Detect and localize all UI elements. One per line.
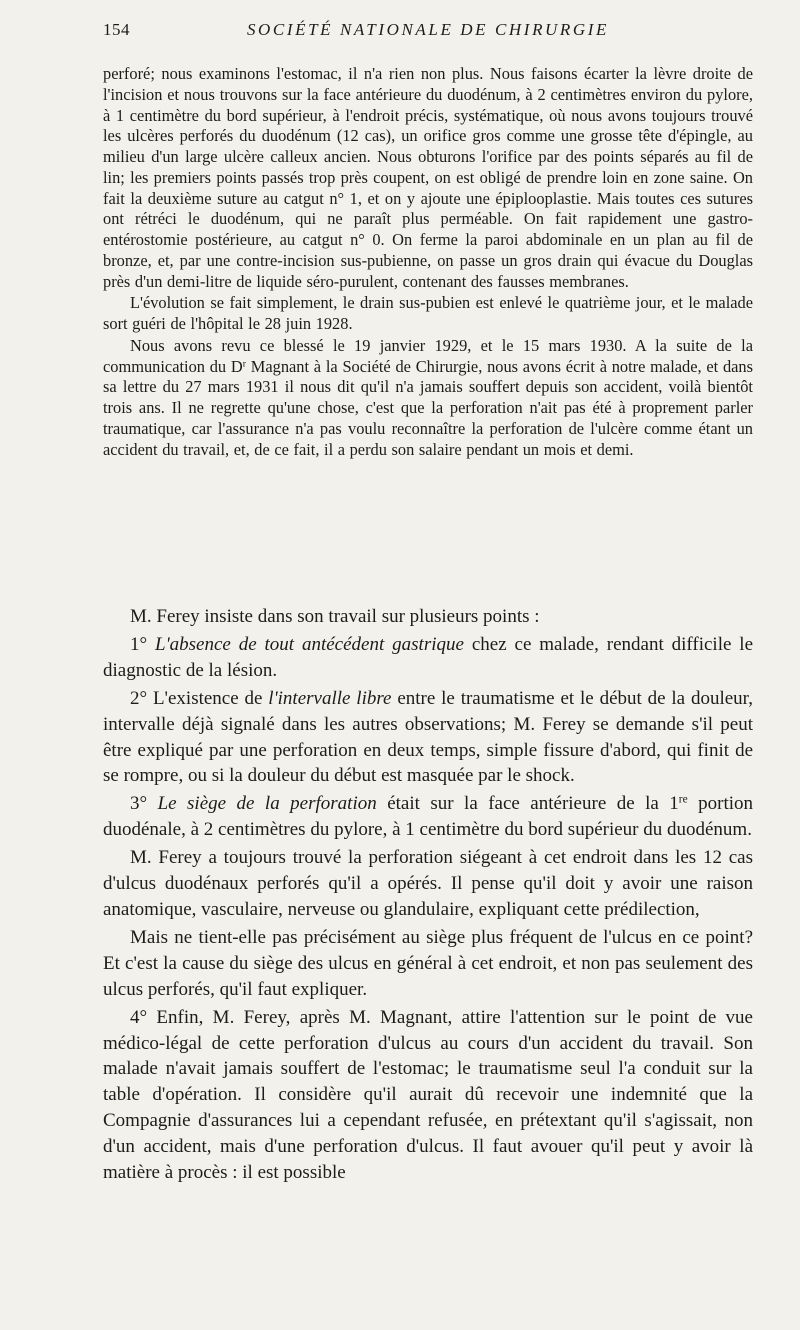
text-run: chez ce malade, rendant difficile le diagnostic de la lésion.: [103, 633, 754, 681]
page-number: 154: [103, 20, 130, 39]
observation-paragraph: perforé; nous examinons l'estomac, il n'a rien non plus. Nous faisons écarter la lèvre droite de l'incision et nous trouvons sur la face antérieure du duodénum, à 2 centimètres environ du pylore, à 1 centimètre du bord supérieur, à l'endroit précis, systématique, où nous avons toujours trouvé les ulcères perforés du duodénum (12 cas), un orifice gros comme une grosse tête d'épingle, au milieu d'un large ulcère calleux ancien. Nous obturons l'orifice par des points séparés au fil de lin; les premiers points passés trop près coupent, on est obligé de prendre loin en zone saine. On fait la deuxième suture au catgut n° 1, et on y ajoute une épiplooplastie. Mais toutes ces sutures ont rétréci le duodénum, qui ne paraît plus perméable. On fait rapidement une gastro-entérostomie postérieure, au catgut n° 0. On ferme la paroi abdominale en un plan au fil de bronze, et, par une contre-incision sus-pubienne, on passe un gros drain qui évacue du Douglas près d'un demi-litre de liquide séro-purulent, contenant des fausses membranes.: [103, 64, 753, 291]
point-number: 4°: [130, 1006, 157, 1028]
text-run: L'existence de: [152, 687, 269, 709]
text-run: Enfin, M. Ferey, après M. Magnant, attire l'attention sur le point de vue médico-légal de cette perforation d'ulcus au cours d'un accident du travail. Son malade n'avait jamais souffert de l'estomac; le traumatisme seul l'a conduit sur la table d'opération. Il considère qu'il aurait dû recevoir une indemnité que la Compagnie d'assurances lui a cependant refusée, en prétextant qu'il s'agissait, non d'un accident, mais d'une perforation d'ulcus. Il faut avouer qu'il peut y avoir là matière à procès : il est possible: [103, 1006, 753, 1184]
commentary-paragraph: Mais ne tient-elle pas précisément au siège plus fréquent de l'ulcus en ce point? Et c'est la cause du siège des ulcus en général à cet endroit, et non pas seulement des ulcus perforés, qu'il faut expliquer.: [103, 926, 753, 1000]
point-number: 2°: [130, 687, 153, 709]
point-3: [103, 791, 753, 843]
italic-heading: L'absence de tout antécédent gastrique: [155, 633, 464, 655]
italic-heading: l'intervalle libre: [268, 687, 392, 709]
observation-text: [103, 64, 753, 460]
text-run: portion duodénale, à 2 centimètres du pylore, à 1 centimètre du bord supérieur du duodénum.: [103, 793, 754, 841]
text-run: entre le traumatisme et le début de la douleur, intervalle déjà signalé dans les autres observations; M. Ferey se demande s'il peut être expliqué par une perforation en deux temps, simple fissure d'abord, qui finit de se rompre, ou si la douleur du début est masquée par le shock.: [103, 687, 753, 787]
point-1: [103, 632, 753, 684]
commentary-paragraph: M. Ferey a toujours trouvé la perforation siégeant à cet endroit dans les 12 cas d'ulcus duodénaux perforés qu'il a opérés. Il pense qu'il doit y avoir une raison anatomique, vasculaire, nerveuse ou glandulaire, expliquant cette prédilection,: [103, 847, 753, 920]
text-run: Nous avons revu ce blessé le 19 janvier 1929, et le 15 mars 1930. A la suite de la communication du D: [103, 335, 753, 376]
observation-paragraph: [103, 336, 753, 461]
italic-heading: Le siège de la perforation: [157, 793, 377, 815]
commentary-text: [103, 604, 753, 1186]
running-head: SOCIÉTÉ NATIONALE DE CHIRURGIE: [246, 20, 610, 39]
commentary-intro: M. Ferey insiste dans son travail sur plusieurs points :: [130, 606, 540, 627]
text-run: était sur la face antérieure de la 1: [376, 793, 679, 815]
observation-paragraph: L'évolution se fait simplement, le drain sus-pubien est enlevé le quatrième jour, et le malade sort guéri de l'hôpital le 28 juin 1928.: [103, 293, 753, 333]
point-4: [103, 1005, 753, 1186]
point-number: 1°: [130, 633, 155, 655]
point-2: [103, 686, 753, 790]
point-number: 3°: [130, 793, 158, 815]
superscript: re: [678, 794, 688, 807]
superscript: r: [242, 358, 247, 370]
text-run: Magnant à la Société de Chirurgie, nous avons écrit à notre malade, et dans sa lettre du 27 mars 1931 il nous dit qu'il n'a jamais souffert depuis son accident, voilà bientôt trois ans. Il ne regrette qu'une chose, c'est que la perforation n'ait pas été à proprement parler traumatique, car l'assurance n'a pas voulu reconnaître la perforation de l'ulcère comme étant un accident du travail, et, de ce fait, il a perdu son salaire pendant un mois et demi.: [103, 356, 754, 459]
page-header: [103, 20, 753, 48]
